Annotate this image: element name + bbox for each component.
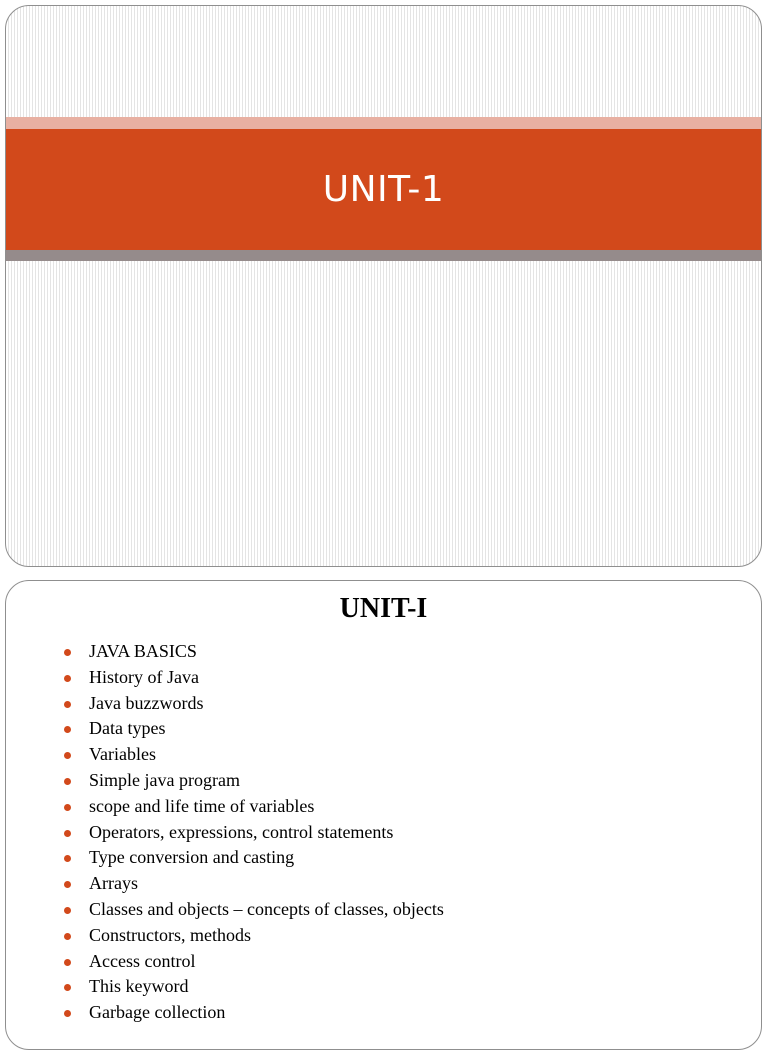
list-item-text: Operators, expressions, control statements (89, 821, 394, 842)
bullet-icon (64, 959, 71, 966)
list-item-text: Garbage collection (89, 1002, 226, 1023)
list-item (64, 949, 741, 975)
list-item (64, 768, 741, 794)
list-item (64, 742, 741, 768)
list-item-text: Simple java program (89, 769, 240, 790)
list-item-text: Java buzzwords (89, 692, 204, 713)
list-item (64, 1000, 741, 1026)
list-item-text: This keyword (89, 976, 189, 997)
list-item-text: Access control (89, 950, 196, 971)
list-item (64, 923, 741, 949)
bullet-icon (64, 701, 71, 708)
list-item (64, 871, 741, 897)
bullet-icon (64, 984, 71, 991)
list-item (64, 665, 741, 691)
list-item-text: Variables (89, 744, 156, 765)
topics-slide (5, 580, 762, 1050)
list-item-text: Type conversion and casting (89, 847, 295, 868)
list-item-text: Constructors, methods (89, 924, 251, 945)
list-item-text: Data types (89, 718, 166, 739)
title-band-top-stripe (6, 117, 761, 129)
list-item (64, 974, 741, 1000)
list-item (64, 794, 741, 820)
bullet-icon (64, 778, 71, 785)
topics-slide-title: UNIT-I (339, 593, 428, 624)
bullet-icon (64, 804, 71, 811)
bullet-icon (64, 933, 71, 940)
bullet-icon (64, 675, 71, 682)
bullet-icon (64, 855, 71, 862)
list-item (64, 820, 741, 846)
list-item-text: Classes and objects – concepts of classes, objects (89, 898, 444, 919)
list-item-text: Arrays (89, 873, 138, 894)
list-item (64, 691, 741, 717)
title-band (6, 129, 761, 250)
list-item-text: scope and life time of variables (89, 795, 315, 816)
list-item-text: History of Java (89, 666, 199, 687)
list-item-text: JAVA BASICS (89, 641, 197, 661)
list-item (64, 845, 741, 871)
title-slide (5, 5, 762, 567)
slide-title: UNIT-1 (322, 169, 445, 210)
bullet-icon (64, 726, 71, 733)
bullet-icon (64, 752, 71, 759)
list-item (64, 639, 741, 665)
topic-list (64, 639, 741, 1026)
title-band-bottom-stripe (6, 250, 761, 261)
list-item (64, 897, 741, 923)
bullet-icon (64, 830, 71, 837)
bullet-icon (64, 649, 71, 656)
bullet-icon (64, 1010, 71, 1017)
bullet-icon (64, 907, 71, 914)
bullet-icon (64, 881, 71, 888)
list-item (64, 716, 741, 742)
